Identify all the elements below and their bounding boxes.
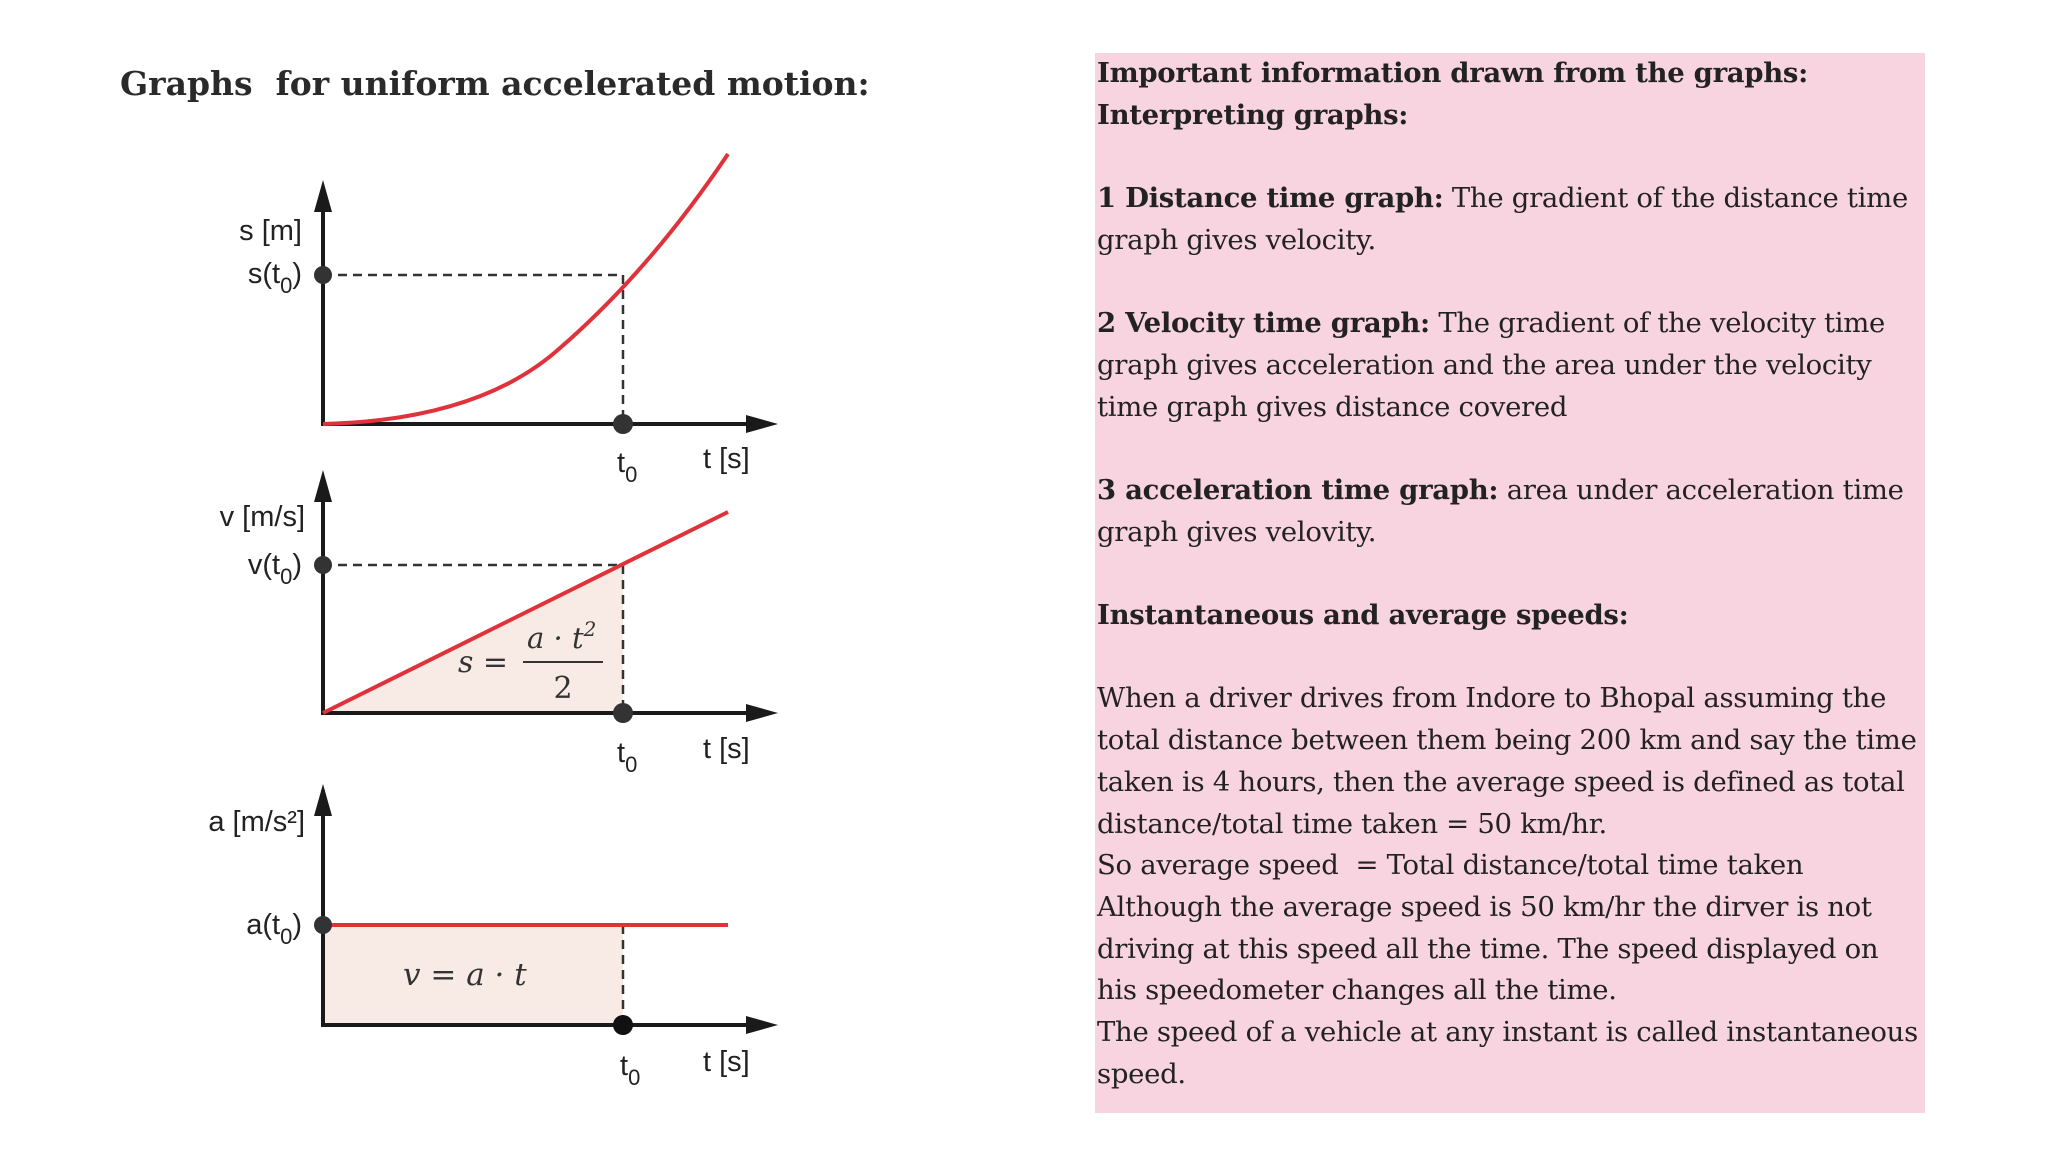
item-distance-text: The gradient of the distance time graph gives velocity. xyxy=(1097,182,1908,256)
at-xmark-label: $t_0$ xyxy=(620,1050,641,1090)
at-x-arrow-icon xyxy=(746,1016,778,1034)
vt-y-point xyxy=(314,556,332,574)
item-velocity-text: The gradient of the velocity time graph gives acceleration and the area under the velocity time graph gives distance covered xyxy=(1097,307,1885,423)
at-y-arrow-icon xyxy=(314,784,332,816)
graphs-title: Graphs for uniform accelerated motion: xyxy=(120,64,870,103)
vt-y-arrow-icon xyxy=(314,470,332,502)
vt-x-point xyxy=(613,703,633,723)
item-distance-label: 1 Distance time graph: xyxy=(1097,182,1444,215)
motion-graphs xyxy=(0,0,1000,1152)
vt-formula-num: $a \cdot t^2$ xyxy=(527,617,597,655)
vt-ylabel: v [m/s] xyxy=(219,501,305,533)
dt-curve xyxy=(323,154,728,424)
panel-item-distance xyxy=(1097,178,1921,261)
panel-heading-interpreting: Interpreting graphs: xyxy=(1097,98,1409,131)
at-formula: v = a · t xyxy=(403,957,527,993)
vt-x-arrow-icon xyxy=(746,704,778,722)
panel-heading-important: Important information drawn from the graphs: xyxy=(1097,57,1808,89)
info-panel xyxy=(1095,53,1925,1113)
item-acceleration-label: 3 acceleration time graph: xyxy=(1097,473,1499,506)
vt-formula-lhs: s = xyxy=(458,645,509,680)
panel-para-average: When a driver drives from Indore to Bhopal assuming the total distance between them being 200 km and say the time taken is 4 hours, then the average speed is defined as total distance/total time taken = 50 km/hr. xyxy=(1097,682,1917,840)
dt-x-point xyxy=(613,414,633,434)
at-ylabel: a [m/s²] xyxy=(208,806,305,838)
panel-para-formula: So average speed = Total distance/total time taken xyxy=(1097,849,1804,882)
item-acceleration-text: area under acceleration time graph gives velovity. xyxy=(1097,473,1904,548)
acceleration-time-graph xyxy=(208,784,778,1090)
vt-xmark-label: $t_0$ xyxy=(617,737,638,777)
dt-ylabel: s [m] xyxy=(239,215,302,247)
panel-heading-speeds: Instantaneous and average speeds: xyxy=(1097,599,1629,632)
dt-x-arrow-icon xyxy=(746,415,778,433)
dt-xlabel: t [s] xyxy=(703,443,750,475)
vt-ymark-label: $v(t_0)$ xyxy=(247,549,302,589)
item-velocity-label: 2 Velocity time graph: xyxy=(1097,307,1430,340)
distance-time-graph xyxy=(239,154,778,487)
dt-ymark-label: $s(t_0)$ xyxy=(247,258,302,298)
dt-xmark-label: $t_0$ xyxy=(617,447,638,487)
dt-y-point xyxy=(314,266,332,284)
at-y-point xyxy=(314,916,332,934)
velocity-time-graph xyxy=(220,470,778,777)
panel-para-speedometer: Although the average speed is 50 km/hr the dirver is not driving at this speed all the time. The speed displayed on his speedometer changes all the time. xyxy=(1097,890,1879,1007)
panel-para-instantaneous: The speed of a vehicle at any instant is called instantaneous speed. xyxy=(1097,1016,1918,1090)
vt-formula-den: 2 xyxy=(553,671,573,706)
at-ymark-label: $a(t_0)$ xyxy=(246,909,302,949)
dt-y-arrow-icon xyxy=(314,180,332,212)
vt-xlabel: t [s] xyxy=(703,733,750,765)
panel-item-velocity xyxy=(1097,303,1921,428)
at-x-point xyxy=(613,1015,633,1035)
at-xlabel: t [s] xyxy=(703,1046,750,1078)
panel-item-acceleration xyxy=(1097,470,1921,553)
